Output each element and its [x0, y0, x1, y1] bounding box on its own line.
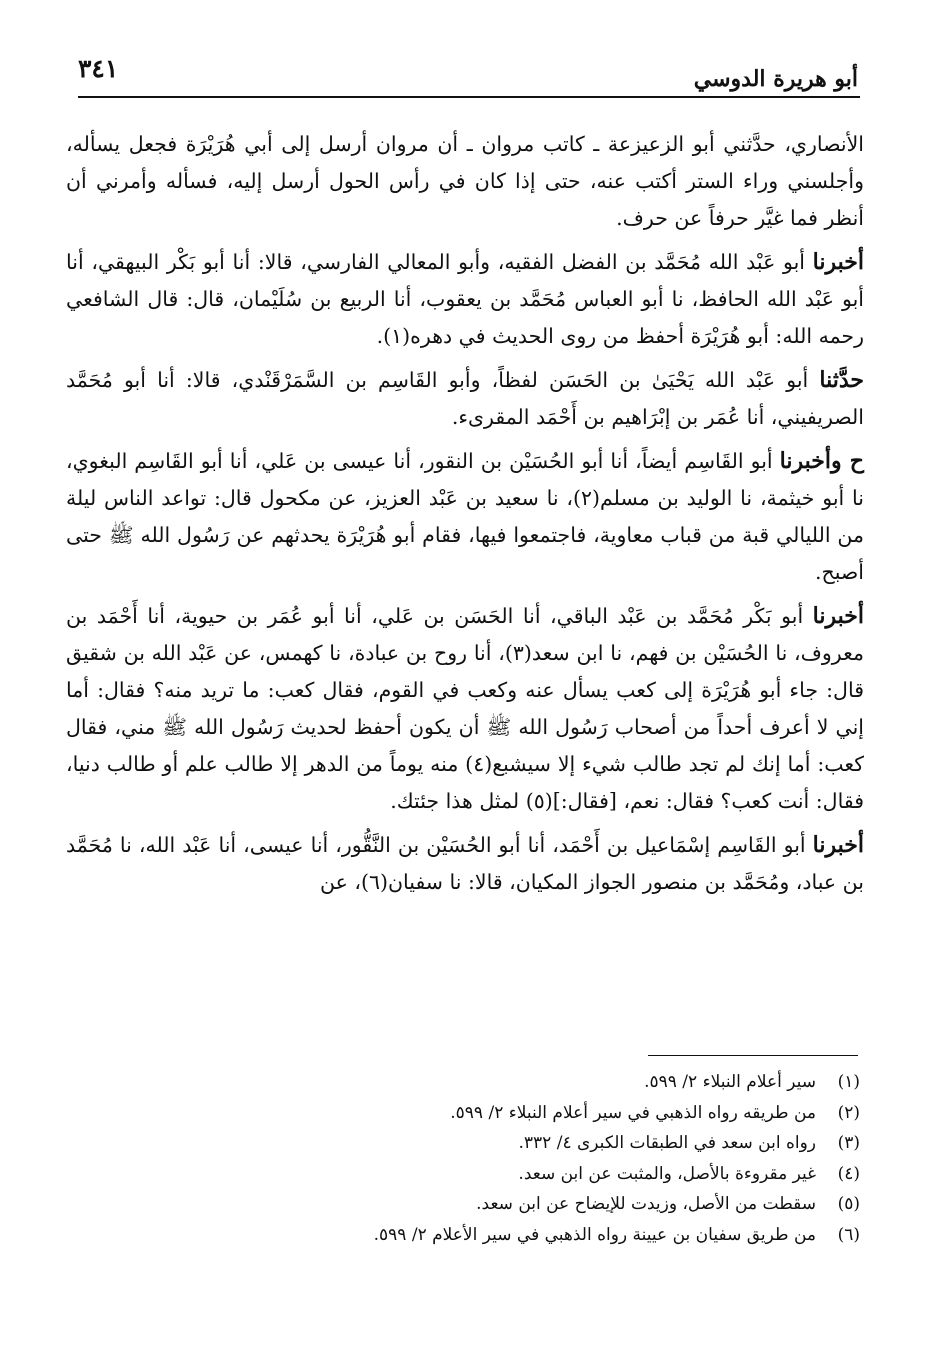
- footnote-number: (٣): [837, 1133, 860, 1153]
- paragraph-lead: حدَّثنا: [819, 367, 864, 393]
- footnote-text: سقطت من الأصل، وزيدت للإيضاح عن ابن سعد.: [476, 1194, 816, 1214]
- footnote: [160, 1128, 860, 1159]
- footnote-number: (١): [837, 1072, 860, 1092]
- footnote-text: رواه ابن سعد في الطبقات الكبرى ٤/ ٣٣٢.: [518, 1133, 816, 1153]
- paragraph-text: أبو عَبْد الله يَحْيَىٰ بن الحَسَن لفظاً، وأبو القَاسِم بن السَّمَرْقَنْدي، قالا: أنا أبو مُحَمَّد الصريفيني، أنا عُمَر بن إبْرَاهيم بن أَحْمَد المقرىء.: [66, 368, 864, 429]
- footnote: [160, 1067, 860, 1098]
- paragraph-lead: أخبرنا: [812, 832, 864, 858]
- page-number: ٣٤١: [78, 54, 119, 83]
- footnote-text: غير مقروءة بالأصل، والمثبت عن ابن سعد.: [518, 1163, 816, 1184]
- paragraph-lead: أخبرنا: [812, 603, 864, 629]
- footnote: [160, 1189, 860, 1220]
- footnote-text: من طريقه رواه الذهبي في سير أعلام النبلاء ٢/ ٥٩٩.: [450, 1102, 816, 1123]
- footnote-text: من طريق سفيان بن عيينة رواه الذهبي في سير الأعلام ٢/ ٥٩٩.: [373, 1224, 816, 1245]
- footnote: [160, 1159, 860, 1190]
- paragraph-text: أبو القَاسِم إسْمَاعيل بن أَحْمَد، أنا أبو الحُسَيْن بن النَّقُّور، أنا عيسى، أنا عَبْد الله، نا مُحَمَّد بن عباد، ومُحَمَّد بن منصور الجواز المكيان، قالا: نا سفيان(٦)، عن: [66, 833, 864, 894]
- footnote: [160, 1220, 860, 1251]
- paragraph-text: أبو عَبْد الله مُحَمَّد بن الفضل الفقيه، وأبو المعالي الفارسي، قالا: أنا أبو بَكْر البيهقي، أنا أبو عَبْد الله الحافظ، نا أبو العباس مُحَمَّد بن يعقوب، أنا الربيع بن سُلَيْمان، قال: قال الشافعي رحمه الله: أبو هُرَيْرَة أحفظ من روى الحديث في دهره(١).: [66, 250, 864, 348]
- running-head: أبو هريرة الدوسي: [693, 66, 858, 92]
- paragraph-lead: ح وأخبرنا: [779, 448, 864, 474]
- paragraph: [66, 362, 864, 436]
- paragraph: [66, 827, 864, 901]
- footnote: [160, 1098, 860, 1129]
- footnote-number: (٥): [837, 1194, 860, 1214]
- footnote-number: (٦): [837, 1224, 860, 1245]
- paragraph-text: أبو بَكْر مُحَمَّد بن عَبْد الباقي، أنا الحَسَن بن عَلي، أنا أبو عُمَر بن حيوية، أنا أَحْمَد بن معروف، نا الحُسَيْن بن فهم، نا ابن سعد(٣)، أنا روح بن عبادة، نا كهمس، عن عَبْد الله بن شقيق قال: جاء أبو هُرَيْرَة إلى كعب يسأل عنه وكعب في القوم، فقال كعب: ما تريد منه؟ فقال: أما إني لا أعرف أحداً من أصحاب رَسُول الله ﷺ أن يكون أحفظ لحديث رَسُول الله ﷺ مني، فقال كعب: أما إنك لم تجد طالب شيء إلا سيشبع(٤) منه يوماً من الدهر إلا طالب علم أو طالب دنيا، فقال: أنت كعب؟ فقال: نعم، [فقال:](٥) لمثل هذا جئتك.: [66, 604, 865, 813]
- paragraph: [66, 244, 864, 355]
- footnote-separator: [648, 1055, 858, 1056]
- footnote-text: سير أعلام النبلاء ٢/ ٥٩٩.: [644, 1072, 816, 1092]
- paragraph-lead: أخبرنا: [812, 249, 864, 275]
- footnote-number: (٢): [837, 1102, 860, 1123]
- page-header: [78, 48, 858, 98]
- paragraph: [66, 126, 864, 237]
- header-rule: [78, 96, 860, 98]
- paragraph-text: أبو القَاسِم أيضاً، أنا أبو الحُسَيْن بن النقور، أنا عيسى بن عَلي، أنا أبو القَاسِم البغوي، نا أبو خيثمة، نا الوليد بن مسلم(٢)، نا سعيد بن عَبْد العزيز، عن مكحول قال: تواعد الناس ليلة من الليالي قبة من قباب معاوية، فاجتمعوا فيها، فقام أبو هُرَيْرَة يحدثهم عن رَسُول الله ﷺ حتى أصبح.: [66, 449, 864, 584]
- footnote-number: (٤): [837, 1163, 860, 1184]
- paragraph: [66, 598, 864, 820]
- paragraph: [66, 443, 864, 591]
- footnotes: [160, 1067, 860, 1250]
- main-text: [66, 126, 864, 908]
- paragraph-text: الأنصاري، حدَّثني أبو الزعيزعة ـ كاتب مروان ـ أن مروان أرسل إلى أبي هُرَيْرَة فجعل يسأله، وأجلسني وراء الستر أكتب عنه، حتى إذا كان في رأس الحول أرسل إليه، فسأله وأمرني أن أنظر فما غيَّر حرفاً عن حرف.: [66, 132, 864, 230]
